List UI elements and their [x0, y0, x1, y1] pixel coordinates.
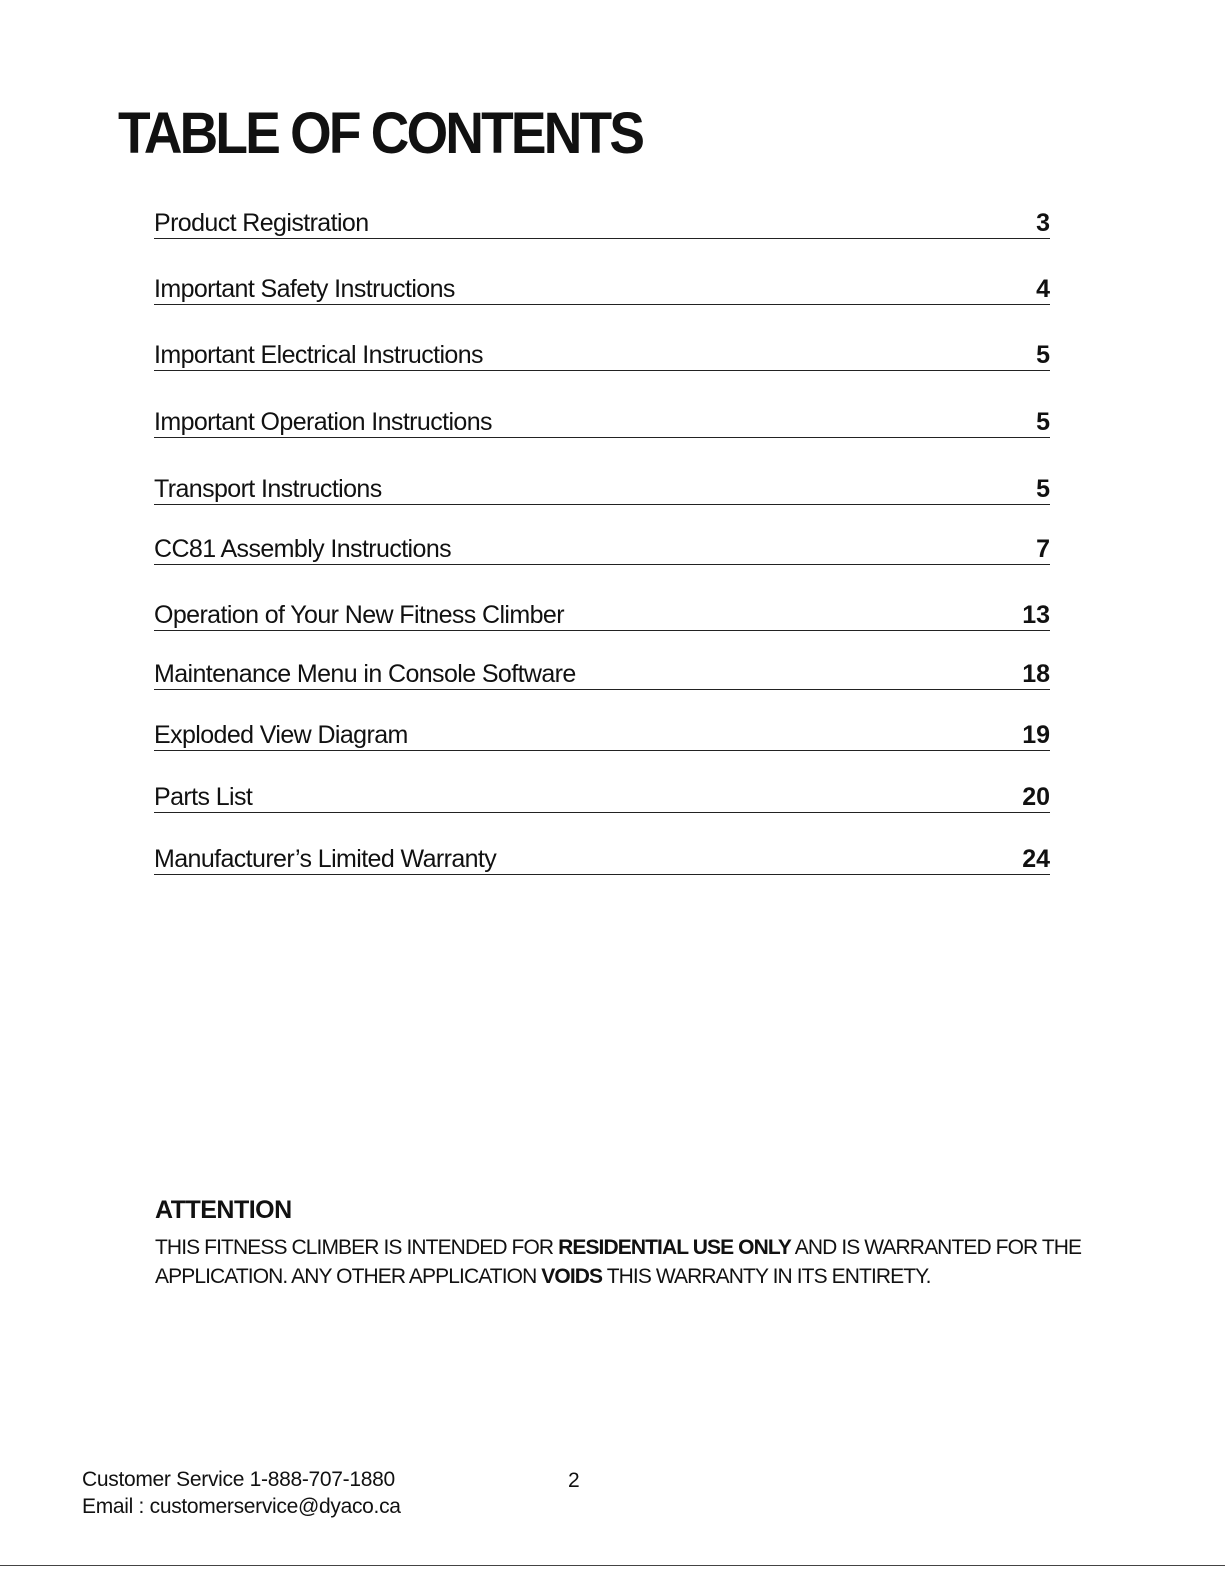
toc-entry-parts-list[interactable]: [154, 778, 1050, 813]
toc-entry-label: Exploded View Diagram: [154, 721, 408, 749]
toc-entry-label: Important Operation Instructions: [154, 408, 492, 436]
attention-notice: [155, 1196, 1085, 1291]
toc-entry-maintenance-menu[interactable]: [154, 655, 1050, 690]
toc-entry-label: Maintenance Menu in Console Software: [154, 660, 576, 688]
table-of-contents: [154, 0, 1050, 900]
toc-entry-label: Transport Instructions: [154, 475, 382, 503]
toc-entry-page-number: 7: [1036, 535, 1050, 563]
attention-text-part: THIS WARRANTY IN ITS ENTIRETY.: [602, 1265, 931, 1288]
attention-text: [155, 1233, 1085, 1291]
toc-entry-safety-instructions[interactable]: [154, 270, 1050, 305]
attention-emphasis-residential: RESIDENTIAL USE ONLY: [558, 1236, 791, 1259]
toc-entry-operation-instructions[interactable]: [154, 403, 1050, 438]
toc-entry-page-number: 3: [1036, 209, 1050, 237]
toc-entry-limited-warranty[interactable]: [154, 840, 1050, 875]
attention-text-part: THIS FITNESS CLIMBER IS INTENDED FOR: [155, 1236, 559, 1259]
page-title: TABLE OF CONTENTS: [118, 101, 643, 166]
toc-entry-product-registration[interactable]: [154, 204, 1050, 239]
customer-service-email: Email : customerservice@dyaco.ca: [82, 1495, 401, 1518]
toc-entry-page-number: 5: [1036, 341, 1050, 369]
page-number: 2: [568, 1469, 580, 1492]
toc-entry-label: Important Safety Instructions: [154, 275, 455, 303]
toc-entry-label: Manufacturer’s Limited Warranty: [154, 845, 497, 873]
footer-contact: [82, 1466, 401, 1520]
toc-entry-label: Product Registration: [154, 209, 369, 237]
toc-entry-page-number: 20: [1022, 783, 1050, 811]
toc-entry-operation-of-climber[interactable]: [154, 596, 1050, 631]
toc-entry-exploded-view-diagram[interactable]: [154, 716, 1050, 751]
toc-entry-label: CC81 Assembly Instructions: [154, 535, 452, 563]
toc-entry-page-number: 18: [1022, 660, 1050, 688]
customer-service-phone: Customer Service 1-888-707-1880: [82, 1468, 395, 1491]
toc-entry-electrical-instructions[interactable]: [154, 336, 1050, 371]
toc-entry-label: Parts List: [154, 783, 253, 811]
toc-entry-page-number: 19: [1022, 721, 1050, 749]
toc-entry-page-number: 5: [1036, 408, 1050, 436]
toc-entry-page-number: 13: [1022, 601, 1050, 629]
toc-entry-label: Operation of Your New Fitness Climber: [154, 601, 564, 629]
attention-emphasis-voids: VOIDS: [541, 1265, 603, 1288]
attention-heading: ATTENTION: [155, 1196, 292, 1224]
toc-entry-assembly-instructions[interactable]: [154, 530, 1050, 565]
toc-entry-page-number: 4: [1036, 275, 1050, 303]
toc-entry-page-number: 24: [1022, 845, 1050, 873]
toc-entry-label: Important Electrical Instructions: [154, 341, 483, 369]
toc-entry-transport-instructions[interactable]: [154, 470, 1050, 505]
toc-entry-page-number: 5: [1036, 475, 1050, 503]
bottom-divider: [0, 1565, 1225, 1566]
attention-text-part: AND IS WARRANTED FOR THE APPLICATION. ANY OTHER APPLICATION: [155, 1236, 1082, 1288]
